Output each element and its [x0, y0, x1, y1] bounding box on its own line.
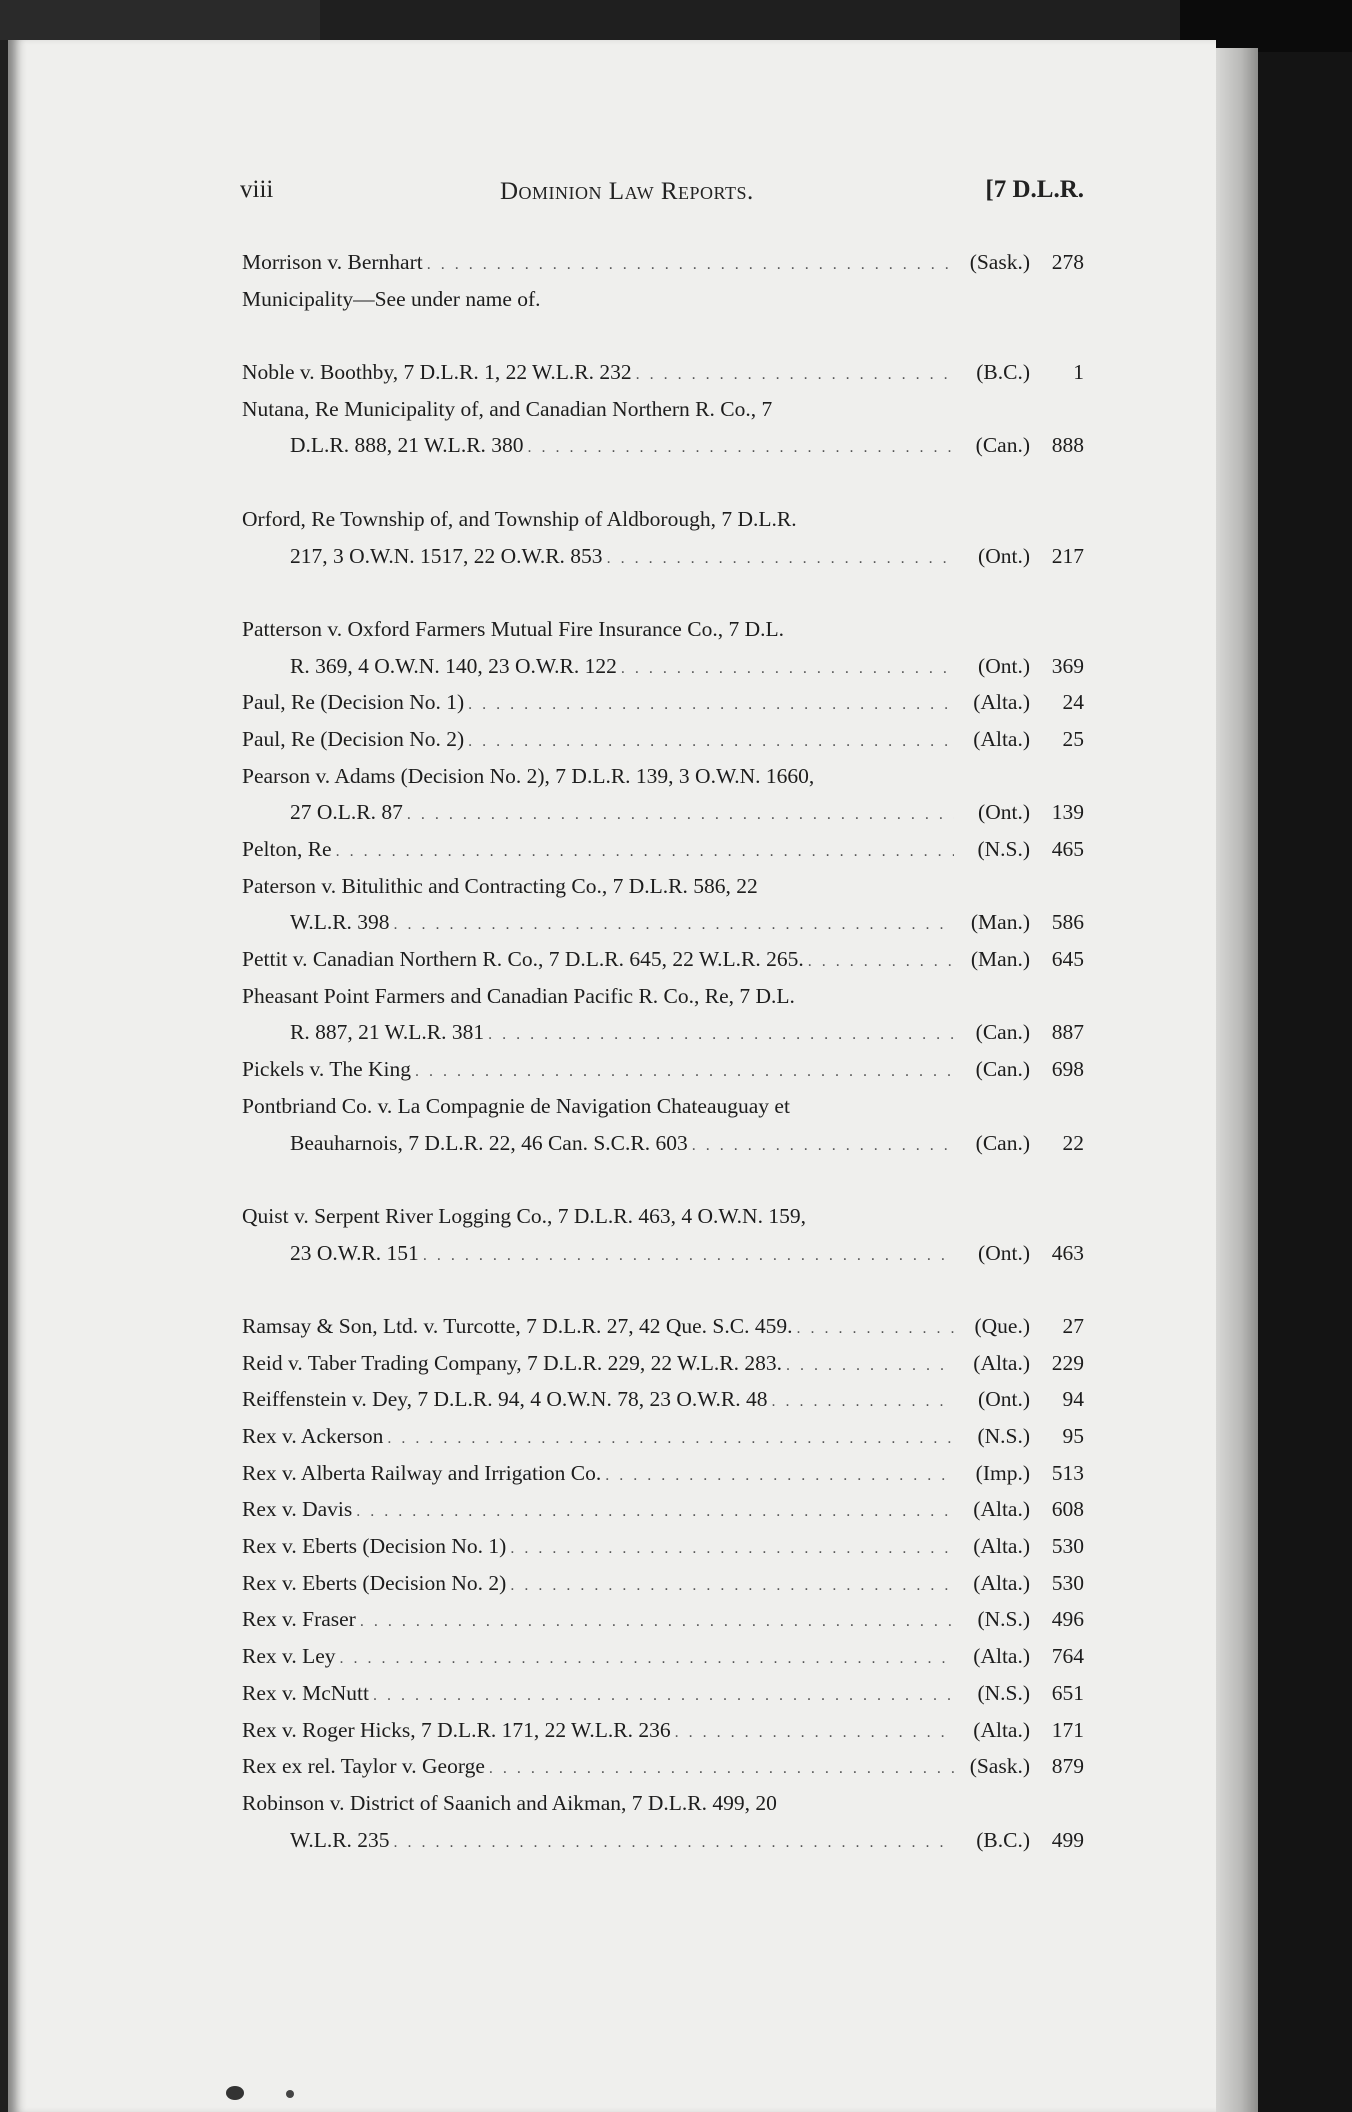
case-citation: Pelton, Re: [242, 837, 332, 861]
case-entry-continuation: [242, 427, 1084, 464]
running-header: [240, 176, 1084, 216]
court-abbreviation: (Can.): [975, 1130, 1030, 1155]
case-entry: [242, 501, 1084, 538]
case-citation: Patterson v. Oxford Farmers Mutual Fire Insurance Co., 7 D.L.: [242, 616, 784, 641]
case-entry: [242, 868, 1084, 905]
page-reference: 369: [1051, 653, 1084, 678]
court-abbreviation: (Man.): [970, 910, 1030, 935]
case-entry: [242, 1455, 1084, 1492]
page-reference: 698: [1051, 1057, 1084, 1082]
dot-leader: [484, 1017, 954, 1054]
court-abbreviation: (Can.): [975, 433, 1030, 458]
running-title: Dominion Law Reports.: [500, 178, 754, 205]
case-entry: [242, 611, 1084, 648]
case-citation: Rex v. Alberta Railway and Irrigation Co.: [242, 1460, 602, 1485]
case-citation: W.L.R. 398: [290, 910, 390, 935]
case-entry: [242, 1051, 1084, 1088]
dot-leader: [485, 1751, 954, 1788]
court-abbreviation: (B.C.): [976, 360, 1030, 385]
page-reference: 608: [1051, 1497, 1084, 1522]
court-abbreviation: (N.S.): [977, 1607, 1030, 1632]
case-entry: [242, 1418, 1084, 1455]
court-abbreviation: (Alta.): [973, 1350, 1030, 1375]
case-entry: [242, 831, 1084, 868]
case-citation: Pickels v. The King: [242, 1057, 411, 1082]
case-citation: 217, 3 O.W.N. 1517, 22 O.W.R. 853: [290, 543, 603, 568]
court-abbreviation: (Alta.): [973, 1497, 1030, 1522]
table-of-cases: [242, 244, 1084, 1858]
case-entry-continuation: [242, 538, 1084, 575]
case-citation: 23 O.W.R. 151: [290, 1240, 419, 1265]
case-entry: [242, 391, 1084, 428]
dot-leader: [332, 834, 954, 871]
case-entry: [242, 1308, 1084, 1345]
case-citation: Robinson v. District of Saanich and Aikman, 7 D.L.R. 499, 20: [242, 1790, 777, 1815]
court-abbreviation: (B.C.): [976, 1827, 1030, 1852]
case-citation: Orford, Re Township of, and Township of Aldborough, 7 D.L.R.: [242, 506, 797, 531]
case-entry: [242, 281, 1084, 318]
dot-leader: [792, 1311, 954, 1348]
case-entry: [242, 1712, 1084, 1749]
case-entry: [242, 1785, 1084, 1822]
case-entry: [242, 1748, 1084, 1785]
court-abbreviation: (Ont.): [978, 653, 1030, 678]
page-reference: 651: [1051, 1680, 1084, 1705]
court-abbreviation: (Alta.): [973, 1717, 1030, 1742]
case-citation: Morrison v. Bernhart: [242, 250, 423, 274]
case-citation: Rex v. Davis: [242, 1497, 353, 1522]
page-reference: 1: [1073, 360, 1084, 385]
case-citation: Rex ex rel. Taylor v. George: [242, 1754, 485, 1779]
dot-leader: [632, 357, 954, 394]
dot-leader: [688, 1128, 954, 1165]
case-citation: Pearson v. Adams (Decision No. 2), 7 D.L.R. 139, 3 O.W.N. 1660,: [242, 763, 815, 788]
case-entry: [242, 978, 1084, 1015]
page-reference: 278: [1051, 250, 1084, 274]
case-entry: [242, 721, 1084, 758]
section-gap: [242, 464, 1084, 501]
page-reference: 888: [1051, 433, 1084, 458]
case-entry: [242, 1381, 1084, 1418]
dot-leader: [464, 687, 954, 724]
court-abbreviation: (Ont.): [978, 543, 1030, 568]
page-reference: 465: [1051, 837, 1084, 861]
page-reference: 24: [1062, 690, 1084, 715]
case-entry-continuation: [242, 1822, 1084, 1859]
page-reference: 139: [1051, 800, 1084, 825]
case-entry-continuation: [242, 1125, 1084, 1162]
dot-leader: [768, 1384, 954, 1421]
page-reference: 171: [1051, 1717, 1084, 1742]
case-entry: [242, 244, 1084, 281]
court-abbreviation: (Can.): [975, 1020, 1030, 1045]
page-reference: 499: [1051, 1827, 1084, 1852]
dot-leader: [671, 1715, 954, 1752]
page-reference: 229: [1051, 1350, 1084, 1375]
court-abbreviation: (Ont.): [978, 800, 1030, 825]
section-gap: [242, 1271, 1084, 1308]
dot-leader: [804, 944, 954, 981]
court-abbreviation: (Man.): [970, 947, 1030, 972]
page-reference: 94: [1062, 1387, 1084, 1412]
case-entry: [242, 1198, 1084, 1235]
page-reference: 530: [1051, 1534, 1084, 1559]
dot-leader: [601, 1458, 954, 1495]
case-citation: Rex v. Eberts (Decision No. 2): [242, 1570, 507, 1595]
page-reference: 887: [1051, 1020, 1084, 1045]
dot-leader: [423, 247, 954, 284]
case-entry: [242, 1675, 1084, 1712]
court-abbreviation: (Sask.): [969, 250, 1030, 274]
case-citation: Ramsay & Son, Ltd. v. Turcotte, 7 D.L.R. 27, 42 Que. S.C. 459.: [242, 1313, 793, 1338]
case-citation: Municipality—See under name of.: [242, 286, 541, 311]
page-reference: 25: [1062, 726, 1084, 751]
dot-leader: [352, 1494, 954, 1531]
case-citation: Rex v. Ley: [242, 1644, 336, 1669]
case-entry: [242, 1638, 1084, 1675]
case-citation: Rex v. Ackerson: [242, 1424, 384, 1448]
case-citation: Rex v. Fraser: [242, 1607, 356, 1632]
court-abbreviation: (Ont.): [978, 1240, 1030, 1265]
section-gap: [242, 317, 1084, 354]
court-abbreviation: (Ont.): [978, 1387, 1030, 1412]
page-reference: 586: [1051, 910, 1084, 935]
dot-leader: [524, 430, 954, 467]
dot-leader: [403, 797, 954, 834]
court-abbreviation: (Can.): [975, 1057, 1030, 1082]
case-citation: Rex v. McNutt: [242, 1680, 369, 1705]
dot-leader: [506, 1531, 954, 1568]
dot-leader: [390, 1825, 954, 1862]
court-abbreviation: (Sask.): [969, 1754, 1030, 1779]
page-reference: 530: [1051, 1570, 1084, 1595]
court-abbreviation: (N.S.): [977, 1680, 1030, 1705]
dot-leader: [369, 1678, 954, 1715]
dot-leader: [782, 1348, 954, 1385]
page-reference: 22: [1062, 1130, 1084, 1155]
page-reference: 27: [1062, 1313, 1084, 1338]
case-entry-continuation: [242, 1235, 1084, 1272]
case-citation: D.L.R. 888, 21 W.L.R. 380: [290, 433, 524, 458]
dot-leader: [603, 541, 954, 578]
case-citation: Noble v. Boothby, 7 D.L.R. 1, 22 W.L.R. 232: [242, 360, 632, 385]
dot-leader: [356, 1604, 954, 1641]
case-citation: Pettit v. Canadian Northern R. Co., 7 D.L.R. 645, 22 W.L.R. 265.: [242, 947, 804, 972]
court-abbreviation: (Alta.): [973, 690, 1030, 715]
case-citation: Pheasant Point Farmers and Canadian Pacific R. Co., Re, 7 D.L.: [242, 983, 795, 1008]
dot-leader: [390, 907, 954, 944]
dot-leader: [464, 724, 954, 761]
page-reference: 217: [1051, 543, 1084, 568]
page-reference: 463: [1051, 1240, 1084, 1265]
section-gap: [242, 1161, 1084, 1198]
court-abbreviation: (Alta.): [973, 1570, 1030, 1595]
court-abbreviation: (Que.): [974, 1313, 1030, 1338]
case-citation: Nutana, Re Municipality of, and Canadian Northern R. Co., 7: [242, 396, 773, 421]
dot-leader: [383, 1421, 954, 1458]
page-reference: 496: [1051, 1607, 1084, 1632]
scan-border-right: [1258, 52, 1352, 2112]
dot-leader: [411, 1054, 954, 1091]
scan-border-top-left: [0, 0, 320, 40]
case-citation: Paul, Re (Decision No. 2): [242, 726, 465, 751]
dot-leader: [419, 1238, 954, 1275]
case-citation: R. 369, 4 O.W.N. 140, 23 O.W.R. 122: [290, 653, 617, 678]
case-citation: Paterson v. Bitulithic and Contracting Co., 7 D.L.R. 586, 22: [242, 873, 758, 898]
volume-label: [7 D.L.R.: [985, 176, 1084, 203]
court-abbreviation: (Alta.): [973, 1534, 1030, 1559]
case-entry: [242, 941, 1084, 978]
case-entry: [242, 1565, 1084, 1602]
case-citation: Paul, Re (Decision No. 1): [242, 690, 465, 715]
ink-blot: [286, 2090, 294, 2098]
court-abbreviation: (N.S.): [977, 837, 1030, 861]
dot-leader: [617, 651, 954, 688]
case-entry: [242, 1528, 1084, 1565]
dot-leader: [336, 1641, 954, 1678]
case-entry: [242, 1088, 1084, 1125]
page-number: viii: [240, 176, 274, 203]
page-reference: 95: [1062, 1424, 1084, 1448]
case-citation: W.L.R. 235: [290, 1827, 390, 1852]
case-citation: Quist v. Serpent River Logging Co., 7 D.L.R. 463, 4 O.W.N. 159,: [242, 1203, 806, 1228]
case-citation: Beauharnois, 7 D.L.R. 22, 46 Can. S.C.R. 603: [290, 1130, 688, 1155]
page-reference: 513: [1051, 1460, 1084, 1485]
page-reference: 764: [1051, 1644, 1084, 1669]
page-reference: 879: [1051, 1754, 1084, 1779]
section-gap: [242, 574, 1084, 611]
case-entry-continuation: [242, 794, 1084, 831]
case-entry-continuation: [242, 1014, 1084, 1051]
case-citation: Rex v. Roger Hicks, 7 D.L.R. 171, 22 W.L.R. 236: [242, 1717, 671, 1742]
court-abbreviation: (Alta.): [973, 1644, 1030, 1669]
case-entry-continuation: [242, 904, 1084, 941]
court-abbreviation: (Alta.): [973, 726, 1030, 751]
page-reference: 645: [1051, 947, 1084, 972]
case-entry: [242, 1491, 1084, 1528]
dot-leader: [506, 1568, 954, 1605]
court-abbreviation: (N.S.): [977, 1424, 1030, 1448]
case-entry: [242, 354, 1084, 391]
case-citation: Reid v. Taber Trading Company, 7 D.L.R. 229, 22 W.L.R. 283.: [242, 1350, 782, 1375]
case-citation: 27 O.L.R. 87: [290, 800, 403, 825]
case-entry: [242, 684, 1084, 721]
case-entry: [242, 1345, 1084, 1382]
case-entry: [242, 758, 1084, 795]
case-citation: Pontbriand Co. v. La Compagnie de Navigation Chateauguay et: [242, 1093, 790, 1118]
case-entry-continuation: [242, 648, 1084, 685]
page-edge: [1216, 48, 1258, 2112]
case-citation: Rex v. Eberts (Decision No. 1): [242, 1534, 507, 1559]
case-entry: [242, 1601, 1084, 1638]
ink-blot: [226, 2086, 244, 2100]
case-citation: R. 887, 21 W.L.R. 381: [290, 1020, 485, 1045]
case-citation: Reiffenstein v. Dey, 7 D.L.R. 94, 4 O.W.N. 78, 23 O.W.R. 48: [242, 1387, 768, 1412]
court-abbreviation: (Imp.): [975, 1460, 1030, 1485]
